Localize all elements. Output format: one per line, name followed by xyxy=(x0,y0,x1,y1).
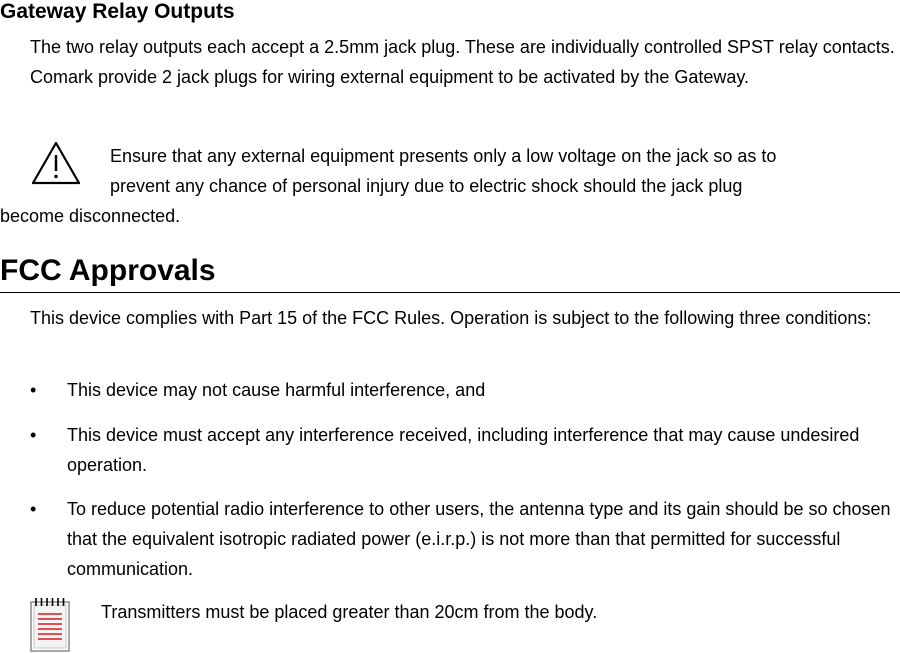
list-item xyxy=(30,375,898,405)
list-item-text: To reduce potential radio interference to other users, the antenna type and its gain should be so chosen that the equivalent isotropic radiated power (e.i.r.p.) is not more than that permitted for successful communication. xyxy=(67,499,891,579)
fcc-intro-paragraph: This device complies with Part 15 of the FCC Rules. Operation is subject to the following three conditions: xyxy=(30,308,872,328)
notepad-icon xyxy=(30,594,70,652)
bullet-marker: • xyxy=(30,380,37,400)
list-item-text: This device must accept any interference received, including interference that may cause undesired operation. xyxy=(67,425,860,475)
warning-line: prevent any chance of personal injury due to electric shock should the jack plug xyxy=(110,176,743,196)
warning-line: become disconnected. xyxy=(0,206,181,226)
list-item xyxy=(30,494,898,584)
section-heading-relay-outputs: Gateway Relay Outputs xyxy=(0,0,235,23)
section-heading-fcc-approvals: FCC Approvals xyxy=(0,252,900,293)
warning-note xyxy=(0,141,898,231)
bullet-marker: • xyxy=(30,499,37,519)
list-item xyxy=(30,420,898,480)
list-item-text: This device may not cause harmful interference, and xyxy=(67,380,486,400)
note-text: Transmitters must be placed greater than 20cm from the body. xyxy=(101,602,598,622)
bullet-marker: • xyxy=(30,425,37,445)
relay-outputs-paragraph: The two relay outputs each accept a 2.5mm jack plug. These are individually controlled SPST relay contacts. Comark provide 2 jack plugs for wiring external equipment to be activated by the Gateway. xyxy=(30,37,895,87)
warning-line: Ensure that any external equipment presents only a low voltage on the jack so as to xyxy=(110,146,777,166)
